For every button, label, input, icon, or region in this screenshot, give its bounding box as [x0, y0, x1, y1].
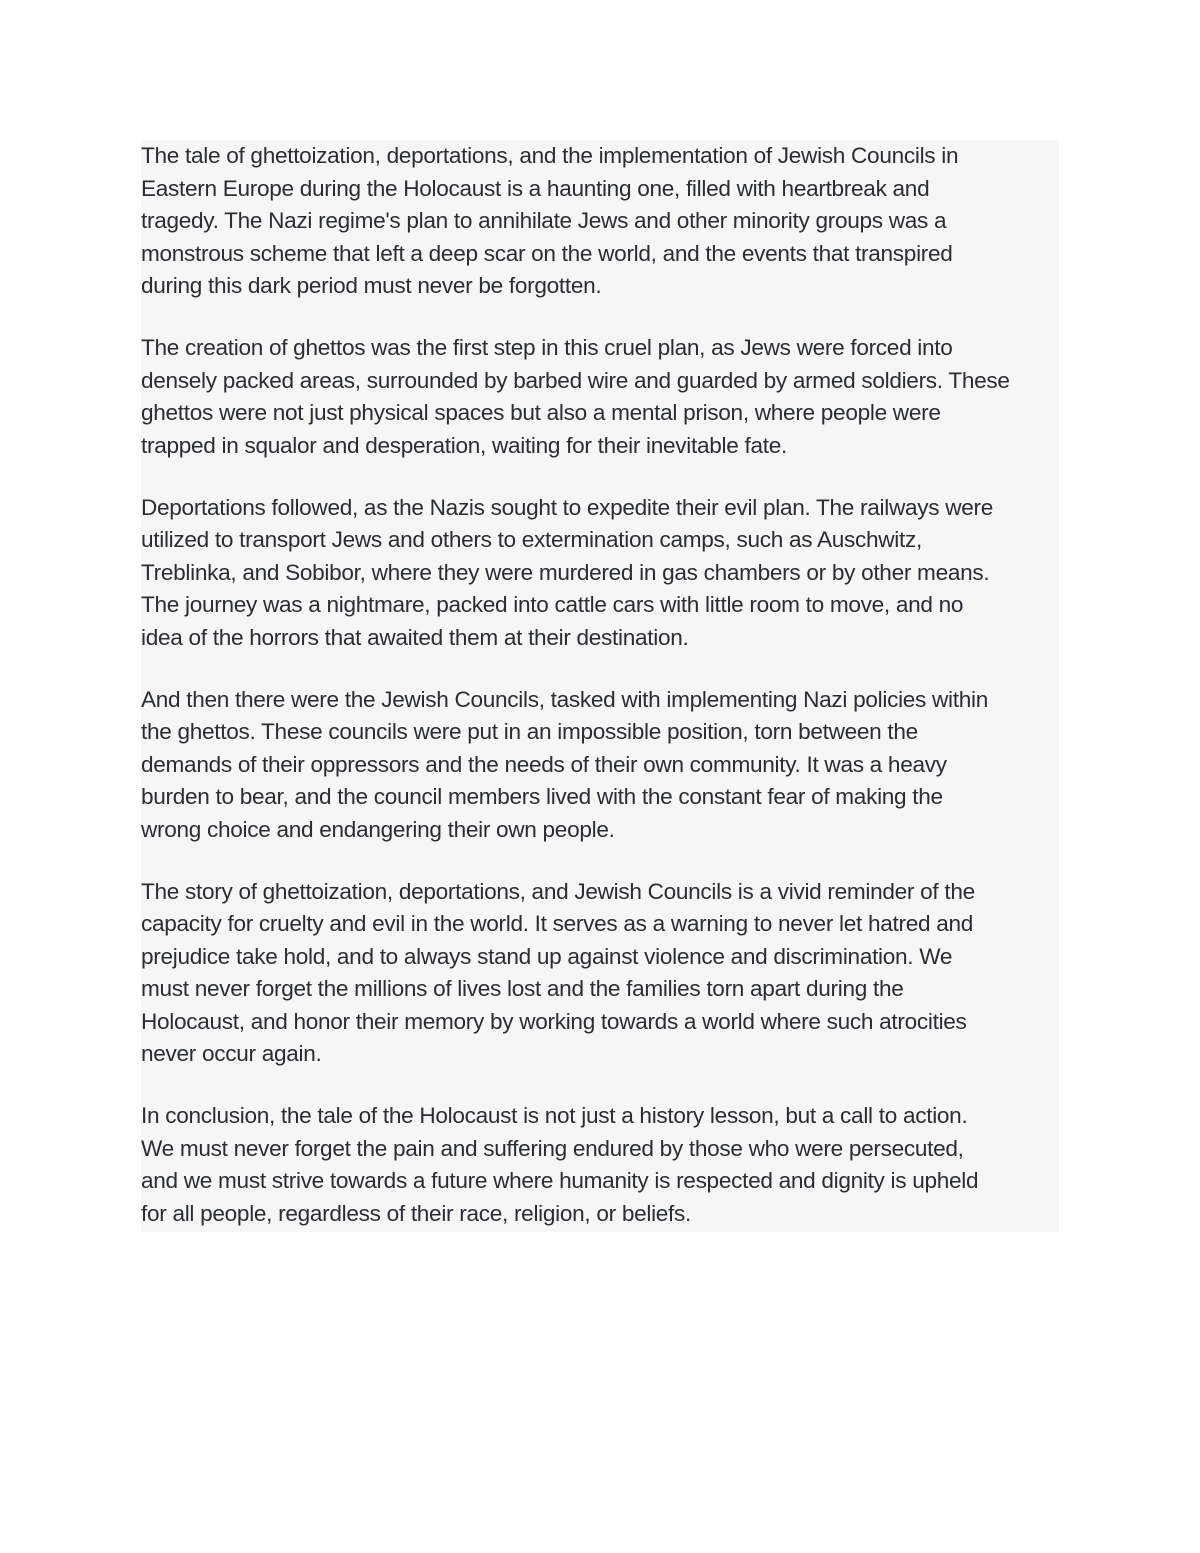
paragraph-1 — [141, 140, 1059, 303]
text-line: and we must strive towards a future where humanity is respected and dignity is upheld — [141, 1168, 979, 1193]
text-line: Eastern Europe during the Holocaust is a haunting one, filled with heartbreak and — [141, 175, 930, 201]
text-line: And then there were the Jewish Councils, tasked with implementing Nazi policies within — [141, 686, 988, 712]
paragraph-6 — [141, 1100, 1059, 1230]
text-line: demands of their oppressors and the needs of their own community. It was a heavy — [141, 751, 947, 777]
paragraph-4 — [141, 684, 1059, 847]
text-line: utilized to transport Jews and others to extermination camps, such as Auschwitz, — [141, 527, 922, 552]
text-line: idea of the horrors that awaited them at their destination. — [141, 624, 689, 650]
text-line: wrong choice and endangering their own people. — [141, 816, 615, 842]
text-line: The tale of ghettoization, deportations, and the implementation of Jewish Councils in — [141, 143, 959, 168]
text-line: The creation of ghettos was the first step in this cruel plan, as Jews were forced into — [141, 335, 953, 360]
text-line: trapped in squalor and desperation, waiting for their inevitable fate. — [141, 432, 787, 458]
paragraph-2 — [141, 332, 1059, 462]
text-line: during this dark period must never be forgotten. — [141, 273, 602, 298]
text-line: tragedy. The Nazi regime's plan to annihilate Jews and other minority groups was a — [141, 208, 947, 233]
text-line: Treblinka, and Sobibor, where they were murdered in gas chambers or by other means. — [141, 559, 990, 585]
text-line: In conclusion, the tale of the Holocaust is not just a history lesson, but a call to action. — [141, 1103, 968, 1128]
text-line: ghettos were not just physical spaces but also a mental prison, where people were — [141, 400, 941, 425]
text-line: burden to bear, and the council members lived with the constant fear of making the — [141, 784, 943, 809]
text-line: Deportations followed, as the Nazis sought to expedite their evil plan. The railways were — [141, 494, 993, 520]
text-line: for all people, regardless of their race, religion, or beliefs. — [141, 1200, 692, 1226]
text-line: densely packed areas, surrounded by barbed wire and guarded by armed soldiers. These — [141, 367, 1010, 393]
text-line: must never forget the millions of lives lost and the families torn apart during the — [141, 976, 904, 1001]
paragraph-3 — [141, 492, 1059, 655]
text-line: prejudice take hold, and to always stand up against violence and discrimination. We — [141, 943, 953, 969]
text-line: capacity for cruelty and evil in the world. It serves as a warning to never let hatred and — [141, 911, 974, 936]
text-line: Holocaust, and honor their memory by working towards a world where such atrocities — [141, 1008, 967, 1034]
text-line: the ghettos. These councils were put in an impossible position, torn between the — [141, 719, 918, 744]
text-line: The story of ghettoization, deportations, and Jewish Councils is a vivid reminder of the — [141, 878, 975, 904]
text-line: We must never forget the pain and suffering endured by those who were persecuted, — [141, 1135, 964, 1161]
text-line: The journey was a nightmare, packed into cattle cars with little room to move, and no — [141, 592, 964, 617]
paragraph-5 — [141, 876, 1059, 1071]
text-line: never occur again. — [141, 1041, 322, 1066]
document-body — [141, 140, 1059, 1232]
text-line: monstrous scheme that left a deep scar on the world, and the events that transpired — [141, 240, 953, 266]
